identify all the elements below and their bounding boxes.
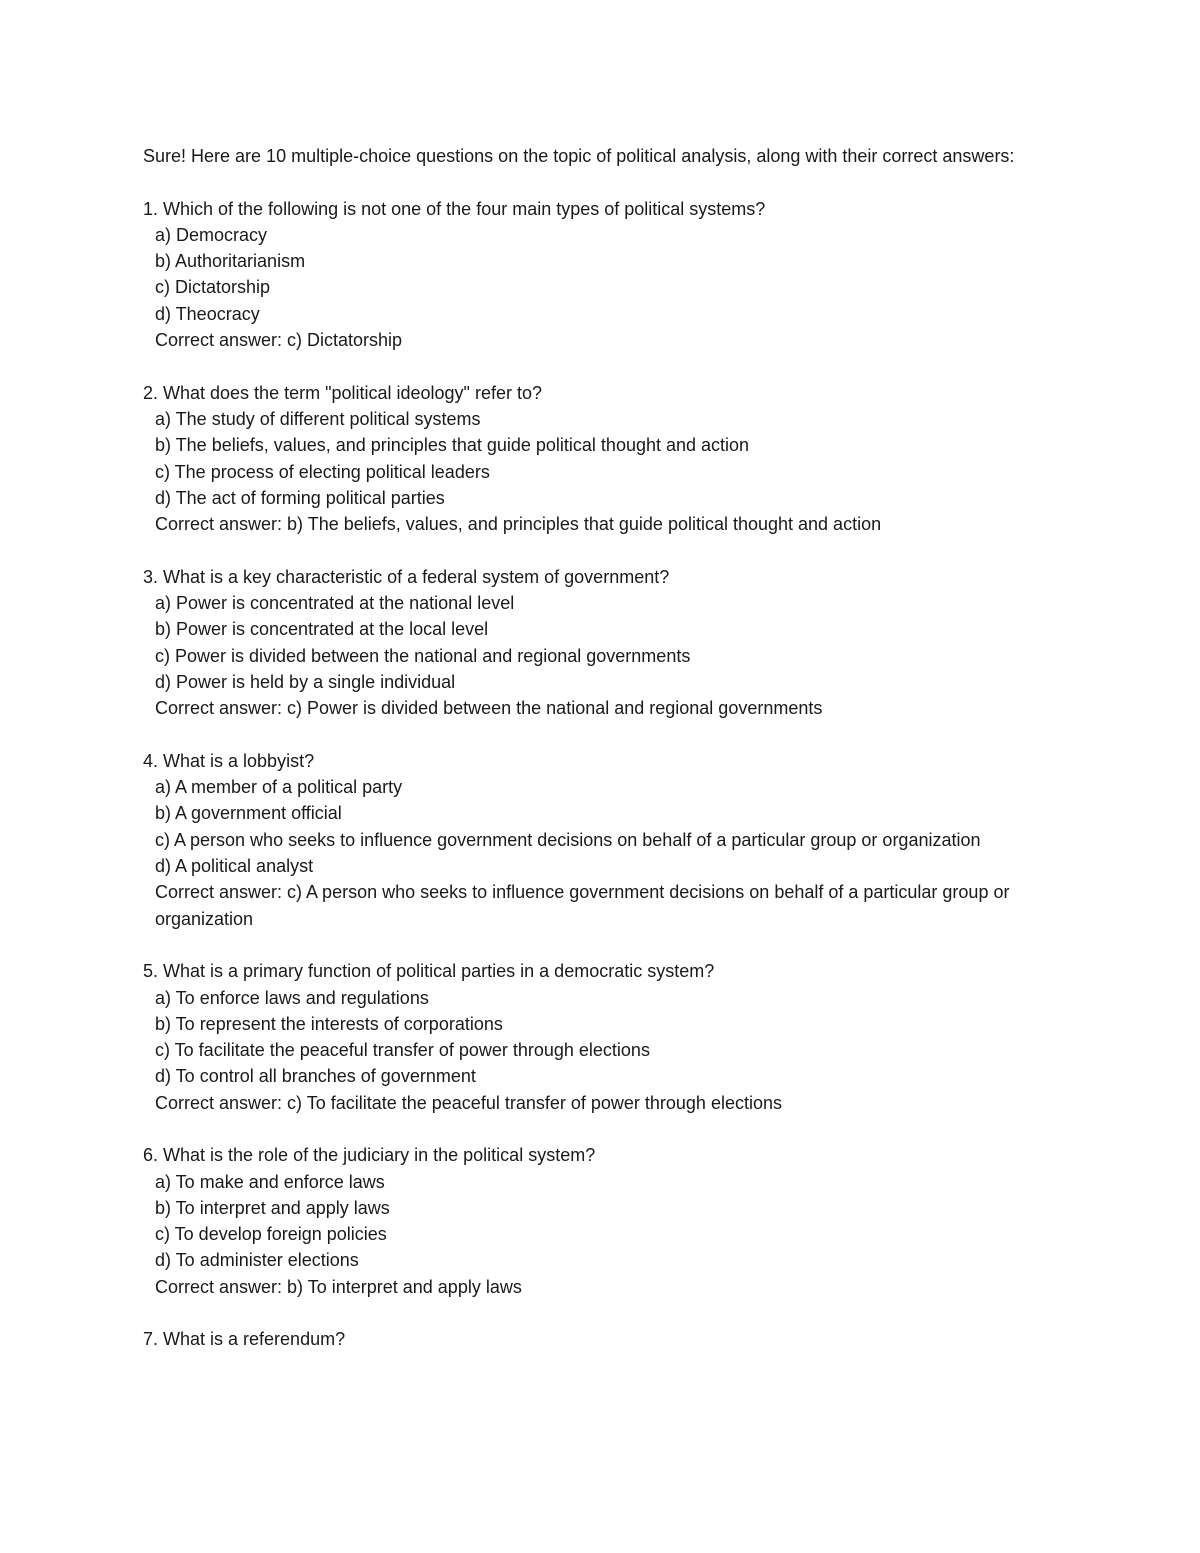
correct-answer: Correct answer: c) To facilitate the peaceful transfer of power through elections [155, 1092, 782, 1113]
correct-answer: Correct answer: c) Dictatorship [155, 330, 403, 351]
question-stem: 4. What is a lobbyist? [143, 750, 315, 771]
answer-option: b) Power is concentrated at the local level [155, 619, 489, 640]
answer-option: a) A member of a political party [155, 777, 403, 798]
answer-option: d) To administer elections [155, 1250, 359, 1271]
question-block [143, 1326, 1043, 1352]
intro-paragraph: Sure! Here are 10 multiple-choice questions on the topic of political analysis, along with their correct answers: [143, 146, 1015, 166]
question-block [143, 196, 1043, 354]
answer-option: a) The study of different political systems [155, 408, 481, 429]
answer-option: a) Democracy [155, 224, 268, 245]
question-stem: 2. What does the term "political ideology" refer to? [143, 382, 542, 403]
question-stem: 7. What is a referendum? [143, 1329, 346, 1350]
correct-answer: Correct answer: b) The beliefs, values, and principles that guide political thought and action [155, 514, 882, 535]
correct-answer: Correct answer: c) Power is divided between the national and regional governments [155, 698, 823, 719]
answer-option: a) To enforce laws and regulations [155, 987, 429, 1008]
question-stem: 6. What is the role of the judiciary in the political system? [143, 1145, 596, 1166]
question-block [143, 748, 1043, 932]
answer-option: d) A political analyst [155, 856, 314, 877]
answer-option: c) Dictatorship [155, 277, 271, 298]
answer-option: b) A government official [155, 803, 342, 824]
document-body [143, 143, 1043, 1379]
question-block [143, 958, 1043, 1116]
answer-option: b) Authoritarianism [155, 251, 306, 272]
answer-option: b) To interpret and apply laws [155, 1197, 390, 1218]
question-block [143, 1142, 1043, 1300]
answer-option: d) To control all branches of government [155, 1066, 476, 1087]
question-stem: 5. What is a primary function of political parties in a democratic system? [143, 961, 715, 982]
answer-option: b) To represent the interests of corporations [155, 1013, 503, 1034]
answer-option: d) The act of forming political parties [155, 487, 445, 508]
question-stem: 1. Which of the following is not one of the four main types of political systems? [143, 198, 766, 219]
answer-option: d) Power is held by a single individual [155, 671, 456, 692]
question-block [143, 564, 1043, 722]
answer-option: b) The beliefs, values, and principles that guide political thought and action [155, 435, 750, 456]
question-block [143, 380, 1043, 538]
answer-option: c) Power is divided between the national and regional governments [155, 645, 691, 666]
answer-option: a) To make and enforce laws [155, 1171, 385, 1192]
answer-option: c) A person who seeks to influence government decisions on behalf of a particular group or organization [155, 829, 981, 850]
answer-option: d) Theocracy [155, 303, 260, 324]
correct-answer: Correct answer: b) To interpret and apply laws [155, 1276, 522, 1297]
answer-option: c) To facilitate the peaceful transfer of power through elections [155, 1040, 650, 1061]
question-stem: 3. What is a key characteristic of a federal system of government? [143, 566, 670, 587]
answer-option: c) To develop foreign policies [155, 1224, 387, 1245]
answer-option: c) The process of electing political leaders [155, 461, 490, 482]
answer-option: a) Power is concentrated at the national level [155, 593, 515, 614]
correct-answer: Correct answer: c) A person who seeks to influence government decisions on behalf of a particular group or organization [155, 882, 1010, 929]
